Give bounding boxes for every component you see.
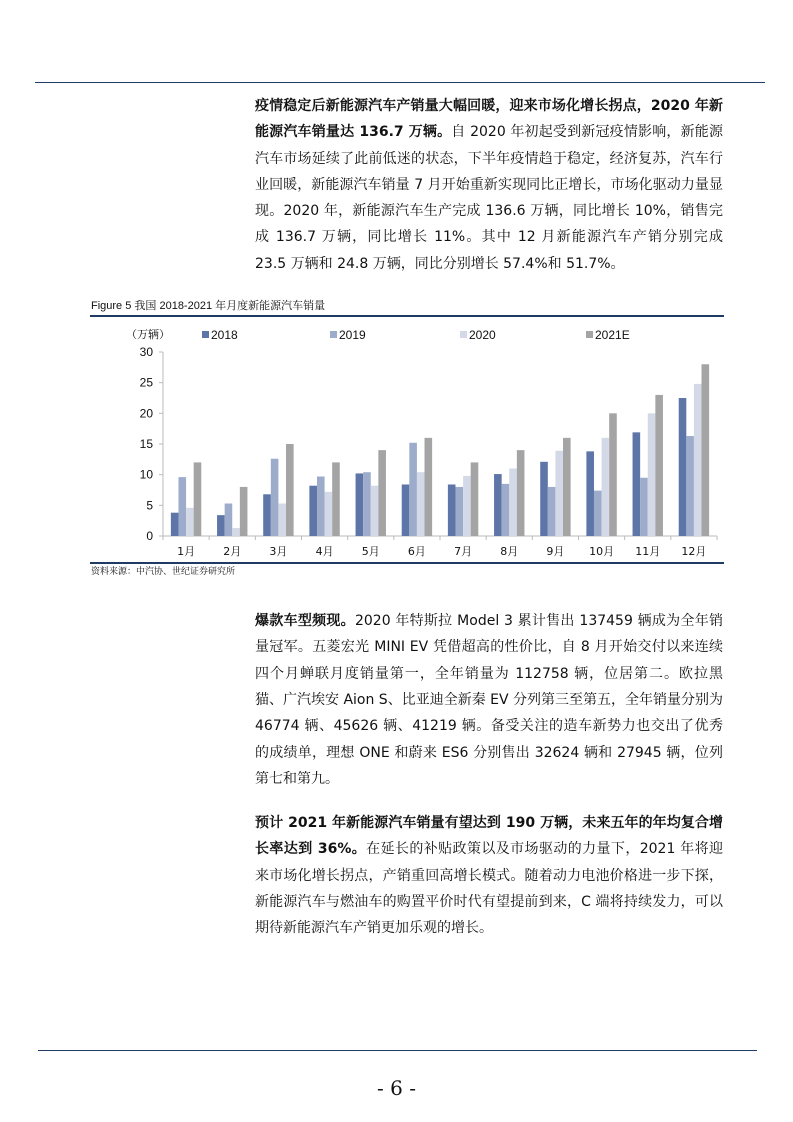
bar-2020-3月 [278,504,286,537]
paragraph-body: 自 2020 年初起受到新冠疫情影响，新能源汽车市场延续了此前低迷的状态，下半年疫情趋于稳定，经济复苏，汽车行业回暖，新能源汽车销量 7 月开始重新实现同比正增长，市场化驱动力量显现。2020 年，新能源汽车生产完成 136.6 万辆，同比增长 10%，销售完成 136.7 万辆，同比增长 11%。其中 12 月新能源汽车产销分别完成 23.5 万辆和 24.8 万辆，同比分别增长 57.4%和 51.7%。 [255,124,723,272]
bar-2020-5月 [371,486,379,536]
y-tick-label: 20 [139,406,153,421]
y-tick-label: 0 [146,529,153,544]
paragraph-ev-sales-recovery [255,93,723,277]
page-number: - 6 - [377,1076,416,1100]
x-tick-label: 8月 [500,545,519,559]
y-tick-label: 30 [139,345,153,360]
x-tick-label: 9月 [546,545,565,559]
y-tick-label: 25 [139,375,153,390]
bar-2018-3月 [263,494,271,536]
x-tick-label: 7月 [454,545,473,559]
bar-2018-5月 [356,474,364,537]
paragraph-lead: 爆款车型频现。 [255,613,355,630]
bar-2021E-10月 [609,413,617,536]
page-content [90,93,724,942]
x-tick-label: 1月 [177,545,196,559]
bar-2021E-1月 [194,462,202,536]
paragraph-hot-models [255,608,723,792]
y-tick-label: 5 [146,498,153,513]
bar-2021E-5月 [378,450,386,536]
bar-2019-5月 [363,472,371,536]
bar-2018-2月 [217,515,225,536]
bar-2019-10月 [594,491,602,536]
bar-2020-7月 [463,476,471,536]
figure-caption: Figure 5 我国 2018-2021 年月度新能源汽车销量 [91,300,326,313]
bar-2021E-11月 [655,395,663,536]
bar-2019-12月 [686,436,694,536]
bar-2019-6月 [409,443,417,536]
paragraph-lead: 疫情稳定后新能源汽车产销量大幅回暖，迎来市场化增长拐点，2020 年新能源汽车销量达 136.7 万辆。 [255,98,723,141]
bar-2020-10月 [602,438,610,536]
bar-2019-4月 [317,477,325,536]
x-tick-label: 4月 [315,545,334,559]
bar-2021E-2月 [240,487,248,536]
bar-2019-11月 [640,478,648,536]
legend-swatch-2020 [460,331,467,338]
bar-2018-6月 [402,485,410,537]
bar-2020-2月 [232,528,240,536]
bar-2018-1月 [171,513,179,536]
x-tick-label: 10月 [589,545,615,559]
bar-2019-9月 [548,487,556,536]
paragraph-lead: 预计 2021 年新能源汽车销量有望达到 190 万辆，未来五年的年均复合增长率达到 36%。 [255,815,723,858]
y-tick-label: 10 [139,467,153,482]
footer-rule [38,1050,757,1051]
x-tick-label: 11月 [635,545,661,559]
header-rule [35,82,765,83]
monthly-sales-bar-chart [90,317,724,562]
bar-2018-4月 [309,486,317,536]
bar-2021E-9月 [563,438,571,536]
legend-label-2020: 2020 [469,328,496,343]
bar-2021E-6月 [425,438,433,536]
paragraph-body: 2020 年特斯拉 Model 3 累计售出 137459 辆成为全年销量冠军。五菱宏光 MINI EV 凭借超高的性价比，自 8 月开始交付以来连续四个月蝉联月度销量第一，全年销量为 112758 辆，位居第二。欧拉黑猫、广汽埃安 Aion S、比亚迪全新秦 EV 分列第三至第五，全年销量分别为 46774 辆、45626 辆、41219 辆。备受关注的造车新势力也交出了优秀的成绩单，理想 ONE 和蔚来 ES6 分别售出 32624 辆和 27945 辆，位列第七和第九。 [255,613,724,787]
bar-2020-11月 [648,413,656,536]
bar-2019-3月 [271,459,279,536]
figure-5 [90,299,724,578]
bar-2018-9月 [540,462,548,536]
x-tick-label: 2月 [223,545,242,559]
y-tick-label: 15 [139,437,153,452]
bar-2021E-7月 [471,462,479,536]
bar-2021E-4月 [332,462,340,536]
bar-2019-2月 [225,504,233,537]
bar-2020-6月 [417,472,425,536]
paragraph-2021-forecast [255,810,723,941]
legend-swatch-2018 [202,331,209,338]
legend-swatch-2021E [586,331,593,338]
bar-2020-12月 [694,384,702,536]
bar-2018-10月 [586,451,594,536]
bar-2020-8月 [509,469,517,536]
bar-2018-11月 [633,432,641,536]
figure-source: 资料来源：中汽协、世纪证券研究所 [91,567,236,578]
legend-swatch-2019 [330,331,337,338]
bar-2019-1月 [178,477,186,536]
bar-2020-1月 [186,508,194,536]
bar-2018-12月 [679,398,687,536]
bar-2021E-12月 [702,364,710,536]
paragraph-body: 在延长的补贴政策以及市场驱动的力量下，2021 年将迎来市场化增长拐点，产销重回高增长模式。随着动力电池价格进一步下探，新能源汽车与燃油车的购置平价时代有望提前到来，C 端将持续发力，可以期待新能源汽车产销更加乐观的增长。 [255,841,723,937]
y-axis-unit: （万辆） [126,328,170,342]
x-tick-label: 12月 [681,545,707,559]
x-tick-label: 3月 [269,545,288,559]
legend-label-2019: 2019 [339,328,366,343]
legend-label-2018: 2018 [211,328,238,343]
source-rule [90,562,724,564]
bar-2018-7月 [448,485,456,537]
bar-2019-7月 [455,487,463,536]
bar-2021E-8月 [517,450,525,536]
x-tick-label: 5月 [361,545,380,559]
bar-2019-8月 [502,484,510,536]
bar-2021E-3月 [286,444,294,536]
bar-2020-4月 [325,492,333,536]
bar-2018-8月 [494,474,502,536]
bar-2020-9月 [555,451,563,536]
legend-label-2021E: 2021E [595,328,630,343]
x-tick-label: 6月 [407,545,426,559]
